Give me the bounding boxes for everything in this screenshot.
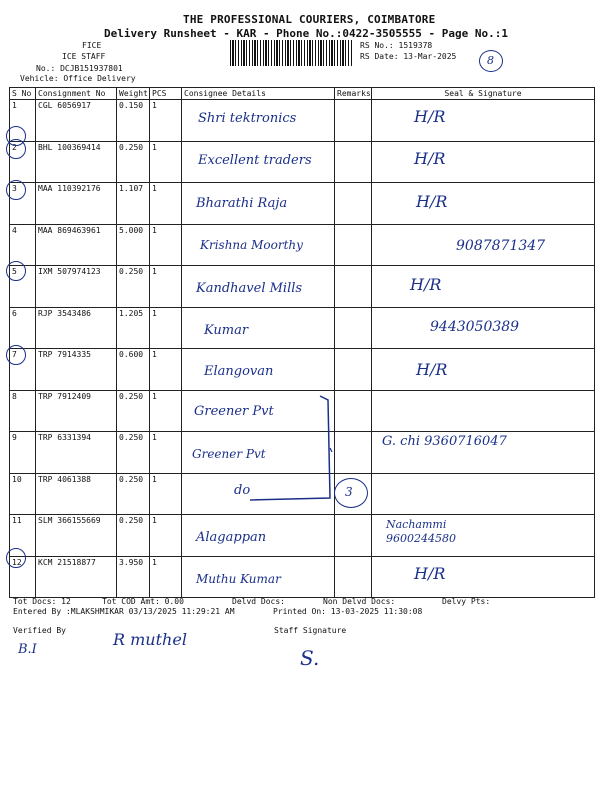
staff-signature-mark: S. [300, 646, 320, 670]
consignee-cell [182, 224, 335, 266]
verified-by-label: Verified By [13, 626, 66, 635]
company-title: THE PROFESSIONAL COURIERS, COIMBATORE [183, 13, 436, 26]
signature-cell [372, 349, 595, 391]
remarks-cell [335, 266, 372, 308]
consignee-handwriting: Greener Pvt [192, 447, 266, 461]
delivery-points: Delvy Pts: [442, 597, 491, 606]
consignee-handwriting: do [234, 482, 251, 498]
col-pcs: PCS [150, 88, 182, 100]
pcs-cell: 1 [150, 390, 182, 432]
signature-handwriting: G. chi 9360716047 [382, 434, 507, 449]
row-circle-mark [6, 261, 26, 281]
sno-cell: 12 [10, 556, 36, 598]
remarks-cell [335, 349, 372, 391]
pcs-cell: 1 [150, 432, 182, 474]
vehicle-info: Vehicle: Office Delivery [20, 74, 136, 83]
table-row [10, 556, 595, 598]
consignee-cell [182, 307, 335, 349]
consignment-cell: TRP 7914335 [36, 349, 117, 391]
consignment-cell: IXM 507974123 [36, 266, 117, 308]
page-circle-mark: 8 [479, 50, 503, 72]
col-remarks: Remarks [335, 88, 372, 100]
consignee-cell [182, 515, 335, 557]
weight-cell: 0.600 [117, 349, 150, 391]
signature-cell [372, 266, 595, 308]
sno-cell: 6 [10, 307, 36, 349]
consignee-handwriting: Elangovan [204, 364, 274, 379]
sno-cell: 1 [10, 100, 36, 142]
col-consignment: Consignment No [36, 88, 117, 100]
row-circle-mark [6, 548, 26, 568]
table-row [10, 183, 595, 225]
office-line-2: ICE STAFF [62, 52, 106, 61]
remarks-cell [335, 224, 372, 266]
consignee-handwriting: Muthu Kumar [196, 571, 281, 586]
circled-mark: 3 [334, 478, 368, 508]
total-cod: Tot COD Amt: 0.00 [102, 597, 184, 606]
consignment-cell: CGL 6056917 [36, 100, 117, 142]
signature-cell [372, 556, 595, 598]
signature-cell [372, 224, 595, 266]
consignee-handwriting: Excellent traders [198, 152, 312, 168]
signature-cell [372, 100, 595, 142]
pcs-cell: 1 [150, 515, 182, 557]
remarks-cell [335, 556, 372, 598]
table-row [10, 307, 595, 349]
table-row [10, 266, 595, 308]
weight-cell: 0.250 [117, 515, 150, 557]
weight-cell: 1.107 [117, 183, 150, 225]
signature-handwriting: Nachammi 9600244580 [386, 518, 456, 545]
total-docs: Tot Docs: 12 [13, 597, 71, 606]
col-signature: Seal & Signature [372, 88, 595, 100]
row-circle-mark [6, 139, 26, 159]
signature-handwriting: 9087871347 [456, 237, 546, 254]
consignee-cell [182, 141, 335, 183]
sno-cell: 10 [10, 473, 36, 515]
weight-cell: 0.250 [117, 266, 150, 308]
pcs-cell: 1 [150, 224, 182, 266]
weight-cell: 0.250 [117, 141, 150, 183]
weight-cell: 3.950 [117, 556, 150, 598]
consignee-cell [182, 183, 335, 225]
consignee-cell [182, 349, 335, 391]
consignee-cell [182, 556, 335, 598]
consignment-cell: TRP 6331394 [36, 432, 117, 474]
consignee-handwriting: Kumar [204, 322, 249, 338]
pcs-cell: 1 [150, 349, 182, 391]
verified-signature: R muthel [113, 630, 187, 649]
consignee-handwriting: Bharathi Raja [196, 196, 288, 211]
consignee-handwriting: Greener Pvt [194, 403, 274, 419]
consignment-cell: TRP 7912409 [36, 390, 117, 432]
signature-handwriting: H/R [414, 107, 446, 126]
signature-cell [372, 515, 595, 557]
rs-number: RS No.: 1519378 [360, 41, 433, 50]
consignment-cell: MAA 869463961 [36, 224, 117, 266]
sno-cell: 7 [10, 349, 36, 391]
sno-cell: 8 [10, 390, 36, 432]
consignee-cell [182, 100, 335, 142]
runsheet-subtitle: Delivery Runsheet - KAR - Phone No.:0422-3505555 - Page No.:1 [104, 27, 508, 40]
remarks-cell [335, 100, 372, 142]
weight-cell: 1.205 [117, 307, 150, 349]
pcs-cell: 1 [150, 183, 182, 225]
pcs-cell: 1 [150, 473, 182, 515]
runsheet-table [9, 87, 595, 598]
signature-handwriting: H/R [416, 192, 448, 211]
non-delivered-docs: Non Delvd Docs: [323, 597, 396, 606]
consignment-cell: KCM 21518877 [36, 556, 117, 598]
signature-handwriting: H/R [416, 360, 448, 379]
consignment-cell: RJP 3543486 [36, 307, 117, 349]
rs-date: RS Date: 13-Mar-2025 [360, 52, 457, 61]
sno-cell: 3 [10, 183, 36, 225]
signature-handwriting: H/R [414, 563, 446, 583]
drs-number: No.: DCJB151937801 [36, 64, 123, 73]
sno-cell: 2 [10, 141, 36, 183]
consignee-cell [182, 266, 335, 308]
signature-cell [372, 390, 595, 432]
table-row [10, 349, 595, 391]
consignee-handwriting: Alagappan [196, 530, 267, 545]
col-consignee: Consignee Details [182, 88, 335, 100]
signature-cell [372, 307, 595, 349]
entered-by: Entered By :MLAKSHMIKAR 03/13/2025 11:29:21 AM [13, 607, 235, 616]
sno-cell: 4 [10, 224, 36, 266]
signature-cell [372, 183, 595, 225]
table-row [10, 100, 595, 142]
col-sno: S No [10, 88, 36, 100]
table-row [10, 224, 595, 266]
signature-handwriting: H/R [414, 148, 446, 168]
signature-cell [372, 473, 595, 515]
row-circle-mark [6, 345, 26, 365]
staff-signature-label: Staff Signature [274, 626, 347, 635]
table-row [10, 515, 595, 557]
office-line-1: FICE [82, 41, 102, 50]
signature-cell [372, 432, 595, 474]
signature-handwriting: H/R [410, 275, 442, 294]
remarks-cell [335, 307, 372, 349]
signature-cell [372, 141, 595, 183]
consignment-cell: MAA 110392176 [36, 183, 117, 225]
table-header-row [10, 88, 595, 100]
pcs-cell: 1 [150, 307, 182, 349]
remarks-cell [335, 515, 372, 557]
row-circle-mark [6, 180, 26, 200]
pcs-cell: 1 [150, 556, 182, 598]
weight-cell: 0.250 [117, 473, 150, 515]
signature-handwriting: 9443050389 [430, 318, 520, 335]
consignment-cell: TRP 4061388 [36, 473, 117, 515]
weight-cell: 0.250 [117, 390, 150, 432]
sno-cell: 5 [10, 266, 36, 308]
consignee-handwriting: Kandhavel Mills [196, 281, 303, 296]
col-weight: Weight [117, 88, 150, 100]
barcode [230, 40, 353, 66]
verifier-initials: B.I [18, 642, 37, 657]
consignee-handwriting: Shri tektronics [198, 111, 297, 126]
sno-cell: 11 [10, 515, 36, 557]
pcs-cell: 1 [150, 141, 182, 183]
consignee-handwriting: Krishna Moorthy [200, 237, 303, 252]
weight-cell: 0.250 [117, 432, 150, 474]
printed-on: Printed On: 13-03-2025 11:30:08 [273, 607, 423, 616]
pcs-cell: 1 [150, 266, 182, 308]
weight-cell: 5.000 [117, 224, 150, 266]
sno-cell: 9 [10, 432, 36, 474]
consignment-cell: SLM 366155669 [36, 515, 117, 557]
remarks-cell [335, 183, 372, 225]
weight-cell: 0.150 [117, 100, 150, 142]
consignment-cell: BHL 100369414 [36, 141, 117, 183]
pcs-cell: 1 [150, 100, 182, 142]
remarks-cell [335, 141, 372, 183]
table-row [10, 141, 595, 183]
delivered-docs: Delvd Docs: [232, 597, 285, 606]
